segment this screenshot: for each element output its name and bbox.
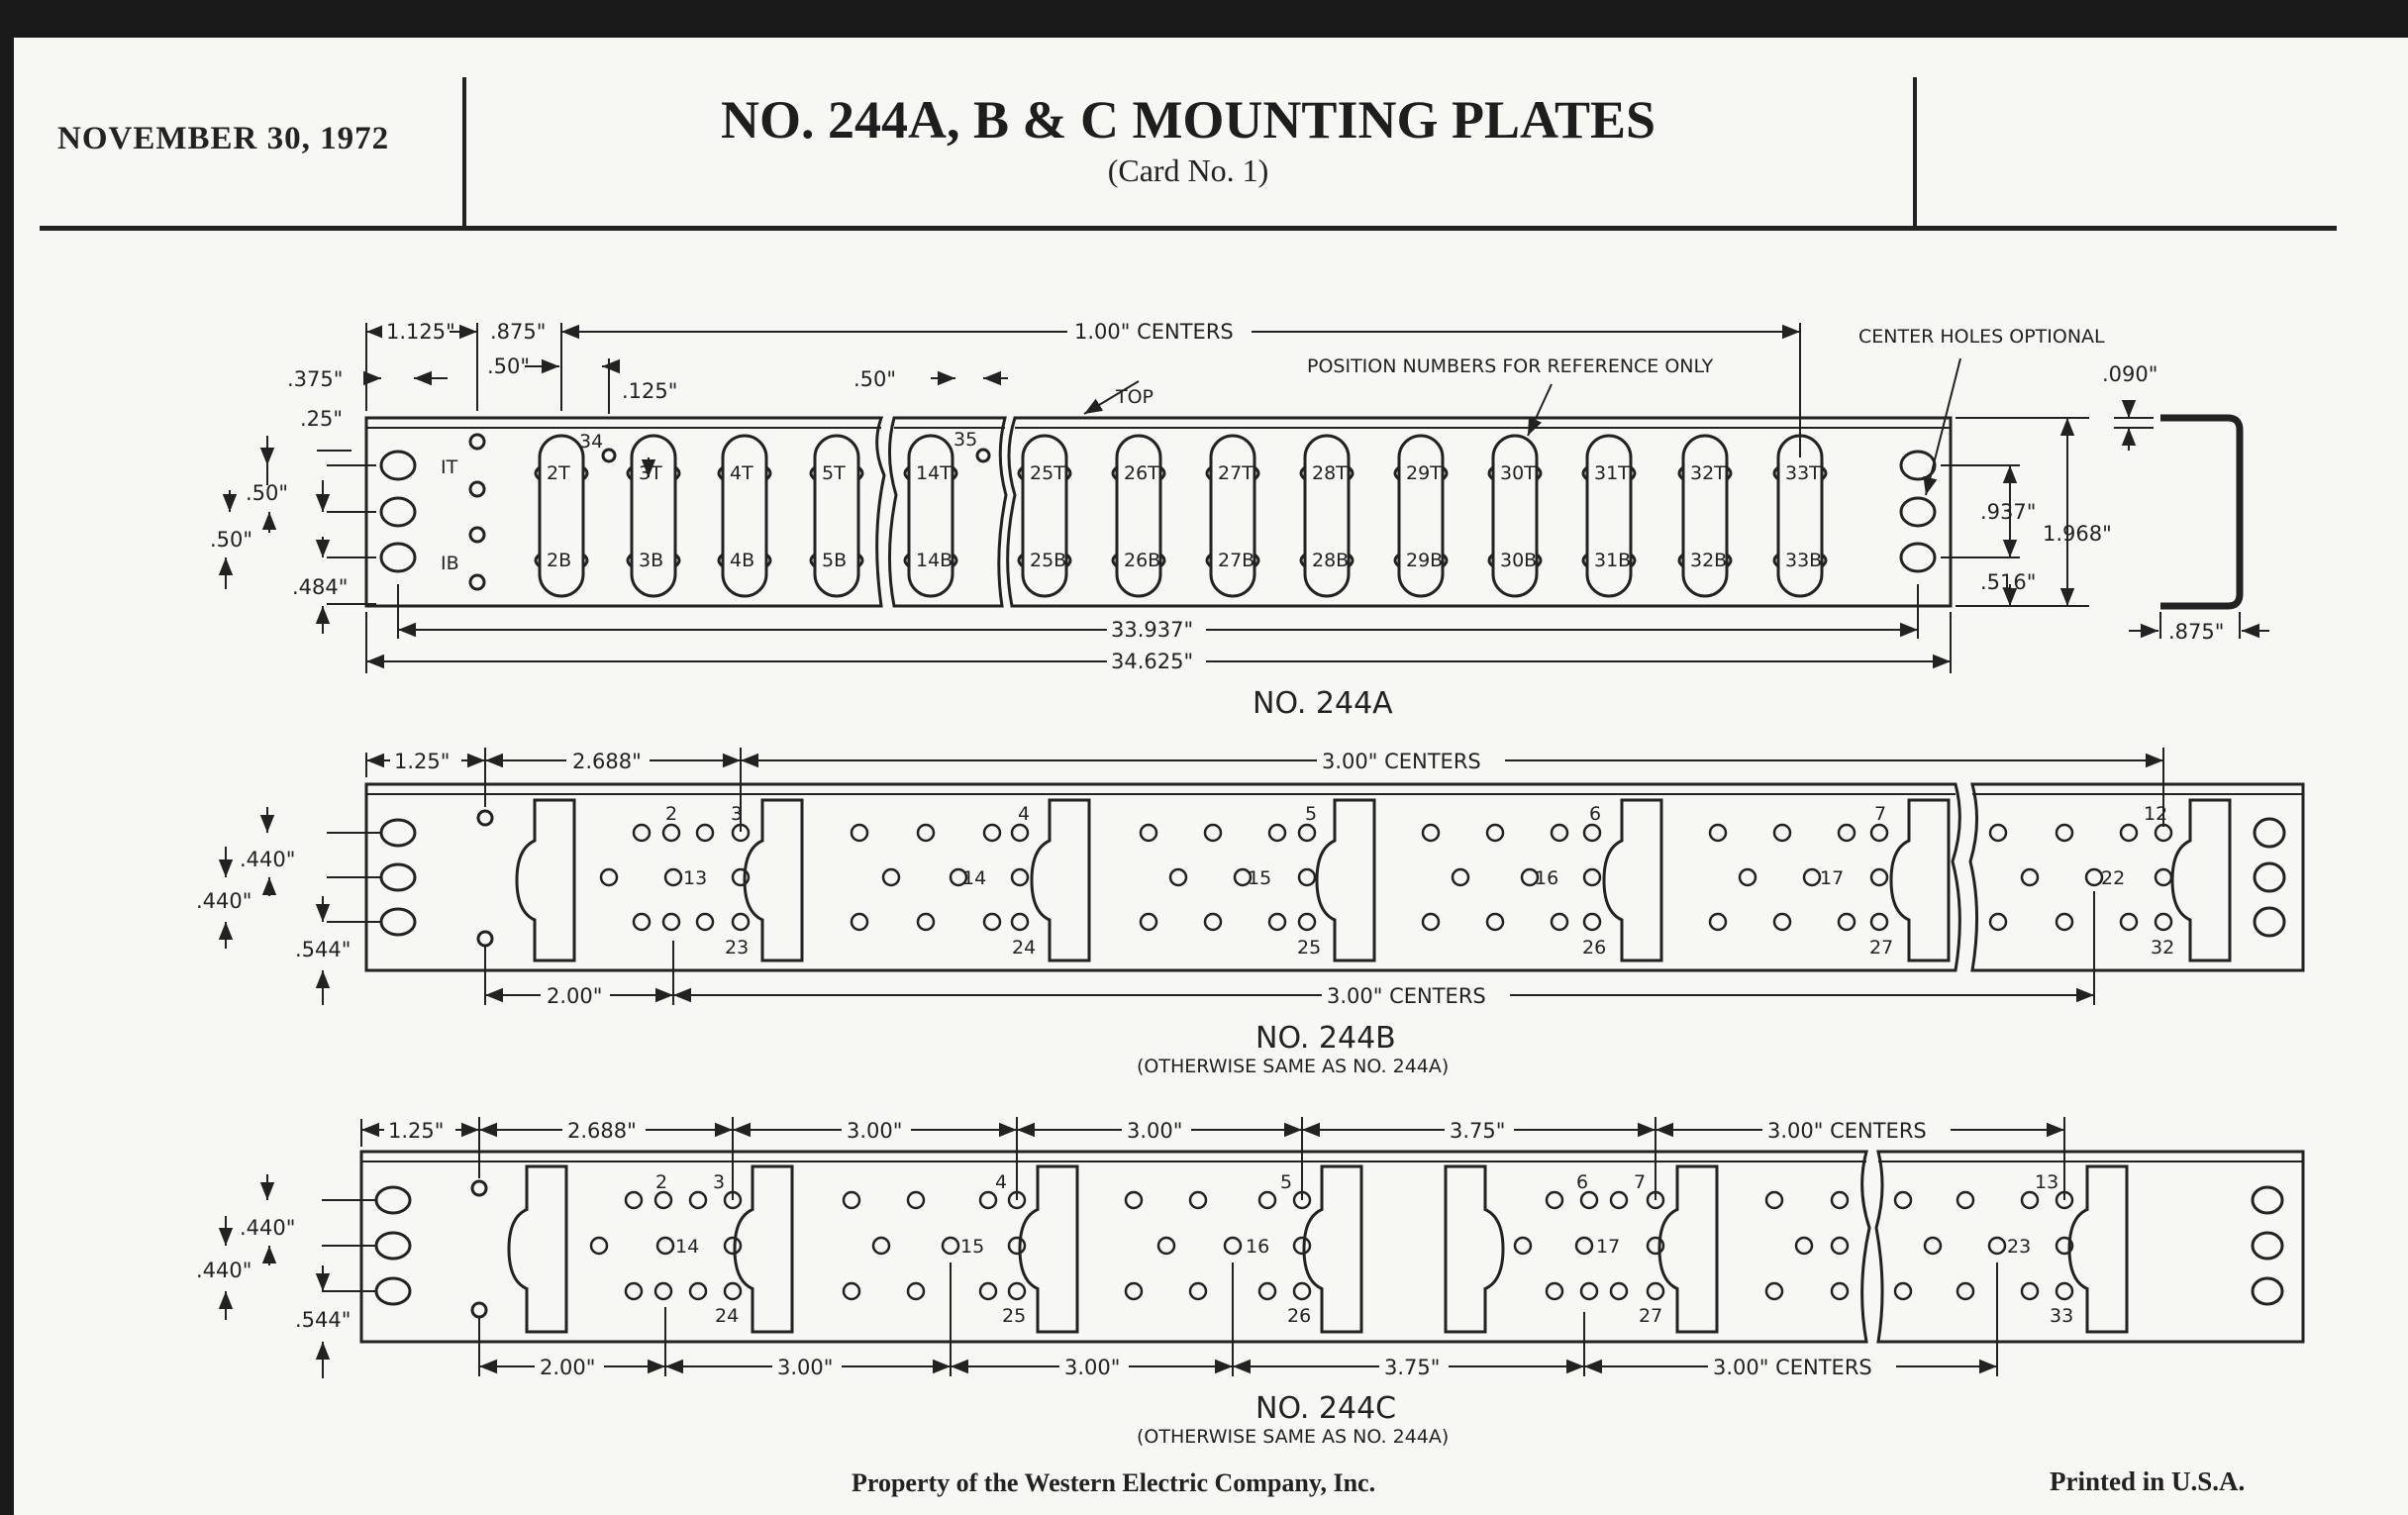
position-number: 7: [1874, 803, 1887, 825]
hole: [1269, 825, 1285, 841]
hole: [1839, 914, 1855, 930]
dim-a-25: .25": [300, 407, 344, 431]
slot-label-top: 28T: [1312, 462, 1348, 484]
slot-label-top: 5T: [822, 462, 846, 484]
dim-c-300d: 3.00": [1064, 1356, 1121, 1379]
dim-c-440b: .440": [196, 1259, 252, 1282]
plate-244a-slot: [1117, 436, 1160, 596]
hole: [918, 914, 934, 930]
slot-label-bottom: 28B: [1312, 550, 1350, 571]
plate-244b-holes: [601, 825, 2171, 930]
hole: [1299, 869, 1315, 885]
position-number: 26: [1582, 937, 1607, 959]
slot-label-bottom: 29B: [1406, 550, 1444, 571]
slot-label-top: 30T: [1500, 462, 1536, 484]
hole: [1584, 869, 1600, 885]
header-subtitle: (Card No. 1): [1107, 152, 1269, 188]
hole: [1190, 1192, 1206, 1208]
position-number: 12: [2144, 803, 2168, 825]
position-number: 24: [715, 1305, 740, 1327]
hole: [1871, 869, 1887, 885]
hole: [1648, 1238, 1663, 1254]
hole: [1126, 1192, 1142, 1208]
dim-b-544: .544": [295, 938, 351, 961]
position-number: 2: [655, 1171, 668, 1193]
dim-c-2688: 2.688": [567, 1119, 637, 1143]
hole: [1989, 1238, 2005, 1254]
plate-244a-slot: [909, 436, 953, 596]
hole: [2086, 869, 2102, 885]
position-number: 27: [1639, 1305, 1663, 1327]
hole: [1648, 1283, 1663, 1299]
hole: [1453, 869, 1468, 885]
tall-slot: [2172, 800, 2230, 960]
hole: [1766, 1192, 1782, 1208]
plate-244a-outline-left: [366, 418, 884, 606]
note-position-numbers: POSITION NUMBERS FOR REFERENCE ONLY: [1307, 355, 1714, 377]
note-center-holes: CENTER HOLES OPTIONAL: [1858, 326, 2105, 348]
hole: [1710, 914, 1726, 930]
plate-244c-name: NO. 244C: [1255, 1391, 1397, 1426]
hole: [1832, 1238, 1848, 1254]
hole: [1581, 1192, 1597, 1208]
dim-c-300b: 3.00": [1127, 1119, 1183, 1143]
hole: [626, 1283, 642, 1299]
hole: [2156, 914, 2171, 930]
slot-label-top: 2T: [547, 462, 570, 484]
slot-label-bottom: 32B: [1690, 550, 1728, 571]
hole: [883, 869, 899, 885]
position-number: 27: [1869, 937, 1894, 959]
hole: [1294, 1283, 1310, 1299]
dim-a-50c: .50": [246, 481, 289, 505]
slot-label-top: 25T: [1030, 462, 1065, 484]
hole: [918, 825, 934, 841]
tall-slot: [2069, 1166, 2127, 1332]
header-title: NO. 244A, B & C MOUNTING PLATES: [720, 90, 1656, 150]
plate-244c-note: (OTHERWISE SAME AS NO. 244A): [1137, 1426, 1450, 1448]
dim-a-1968: 1.968": [2043, 522, 2112, 546]
hole: [1804, 869, 1820, 885]
hole: [1710, 825, 1726, 841]
hole: [984, 825, 1000, 841]
dim-a-34625: 34.625": [1111, 650, 1194, 673]
hole: [1740, 869, 1756, 885]
slot-label-bottom: 31B: [1594, 550, 1632, 571]
position-number: 13: [683, 867, 708, 889]
hole: [2121, 914, 2137, 930]
hole: [1611, 1283, 1627, 1299]
dim-a-090: .090": [2102, 362, 2158, 386]
header-date: NOVEMBER 30, 1972: [57, 121, 390, 156]
slot-label-top: 14T: [916, 462, 952, 484]
plate-244c-holes: [591, 1192, 2072, 1299]
hole: [733, 914, 749, 930]
hole: [1774, 914, 1790, 930]
slot-label-bottom: 27B: [1218, 550, 1255, 571]
position-number: 3: [731, 803, 744, 825]
slot-label-bottom: 25B: [1030, 550, 1067, 571]
slot-label-top: 3T: [639, 462, 662, 484]
position-number: 25: [1002, 1305, 1027, 1327]
dim-b-centers-top: 3.00" CENTERS: [1322, 750, 1481, 773]
hole: [1205, 825, 1221, 841]
hole: [1796, 1238, 1812, 1254]
hole: [1581, 1283, 1597, 1299]
hole: [1487, 825, 1503, 841]
hole: [1611, 1192, 1627, 1208]
footer-property: Property of the Western Electric Company, Inc.: [852, 1468, 1376, 1497]
dim-a-33937: 33.937": [1111, 618, 1194, 642]
position-number: 13: [2035, 1171, 2059, 1193]
label-34: 34: [579, 431, 604, 453]
hole: [1012, 914, 1028, 930]
position-number: 5: [1280, 1171, 1293, 1193]
hole: [1012, 869, 1028, 885]
dim-b-2688: 2.688": [572, 750, 642, 773]
hole: [1012, 825, 1028, 841]
plate-244a-slots: [536, 436, 1826, 596]
position-number: 23: [2007, 1236, 2032, 1258]
dim-a-516: .516": [1980, 570, 2037, 594]
tall-slot: [517, 800, 574, 960]
hole: [2057, 825, 2072, 841]
hole: [1141, 914, 1156, 930]
hole: [1839, 825, 1855, 841]
position-number: 17: [1596, 1236, 1621, 1258]
slot-label-bottom: 5B: [822, 550, 848, 571]
label-1b: IB: [441, 553, 459, 574]
hole: [2156, 825, 2171, 841]
hole: [1423, 914, 1439, 930]
hole: [697, 914, 713, 930]
position-number: 7: [1634, 1171, 1647, 1193]
hole: [2121, 825, 2137, 841]
tall-slot: [735, 1166, 792, 1332]
hole: [1584, 914, 1600, 930]
hole: [1299, 914, 1315, 930]
hole: [725, 1283, 741, 1299]
hole: [657, 1238, 673, 1254]
hole: [1009, 1283, 1025, 1299]
hole: [1584, 825, 1600, 841]
plate-244a-slot: [1399, 436, 1443, 596]
hole: [908, 1192, 924, 1208]
dim-b-125: 1.25": [394, 750, 451, 773]
slot-label-top: 27T: [1218, 462, 1254, 484]
tall-slot: [1446, 1166, 1503, 1332]
dim-c-centers-bot: 3.00" CENTERS: [1713, 1356, 1872, 1379]
slot-label-top: 4T: [730, 462, 753, 484]
dim-c-300a: 3.00": [847, 1119, 903, 1143]
slot-label-top: 31T: [1594, 462, 1630, 484]
position-number: 25: [1297, 937, 1322, 959]
position-number: 16: [1246, 1236, 1270, 1258]
plate-244a-slot: [1023, 436, 1066, 596]
hole: [1547, 1283, 1562, 1299]
hole: [655, 1283, 671, 1299]
hole: [690, 1283, 706, 1299]
hole: [2057, 1283, 2072, 1299]
hole: [1925, 1238, 1941, 1254]
hole: [1576, 1238, 1592, 1254]
tall-slot: [1659, 1166, 1717, 1332]
dim-b-440b: .440": [196, 889, 252, 913]
hole: [1269, 914, 1285, 930]
hole: [591, 1238, 607, 1254]
tall-slot: [1891, 800, 1949, 960]
tall-slot: [1032, 800, 1089, 960]
dim-b-440a: .440": [240, 848, 296, 871]
position-number: 14: [675, 1236, 700, 1258]
plate-244c-slots: [509, 1166, 2127, 1332]
slot-label-top: 33T: [1785, 462, 1821, 484]
dim-b-centers-bot: 3.00" CENTERS: [1327, 984, 1486, 1008]
position-number: 6: [1576, 1171, 1589, 1193]
tall-slot: [1020, 1166, 1077, 1332]
position-number: 2: [665, 803, 678, 825]
dim-a-centers: 1.00" CENTERS: [1074, 320, 1234, 344]
slot-label-bottom: 4B: [730, 550, 755, 571]
hole: [984, 914, 1000, 930]
footer-printed: Printed in U.S.A.: [2050, 1466, 2246, 1496]
plate-244a-channel-view: [2160, 418, 2240, 606]
hole: [980, 1283, 996, 1299]
hole: [1895, 1192, 1911, 1208]
dim-a-875: .875": [490, 320, 547, 344]
hole: [601, 869, 617, 885]
hole: [1774, 825, 1790, 841]
hole: [1190, 1283, 1206, 1299]
dim-a-50d: .50": [210, 528, 253, 552]
hole: [634, 914, 650, 930]
tall-slot: [1604, 800, 1661, 960]
hole: [943, 1238, 958, 1254]
position-number: 3: [713, 1171, 726, 1193]
dim-b-200: 2.00": [547, 984, 603, 1008]
hole: [2156, 869, 2171, 885]
plate-244a-slot: [1683, 436, 1727, 596]
position-number: 32: [2151, 937, 2175, 959]
plate-244a-slot: [1211, 436, 1254, 596]
slot-label-top: 29T: [1406, 462, 1442, 484]
plate-244a-slot: [540, 436, 583, 596]
tall-slot: [509, 1166, 566, 1332]
hole: [852, 914, 867, 930]
position-number: 5: [1305, 803, 1318, 825]
dim-c-centers-top: 3.00" CENTERS: [1767, 1119, 1927, 1143]
hole: [1766, 1283, 1782, 1299]
plate-244a-slot: [1493, 436, 1537, 596]
position-number: 15: [960, 1236, 985, 1258]
slot-label-bottom: 26B: [1124, 550, 1161, 571]
plate-244a-slot: [1587, 436, 1631, 596]
tall-slot: [1304, 1166, 1361, 1332]
slot-label-bottom: 33B: [1785, 550, 1823, 571]
hole: [1299, 825, 1315, 841]
hole: [980, 1192, 996, 1208]
dim-a-50a: .50": [487, 354, 531, 378]
hole: [626, 1192, 642, 1208]
dim-a-375: .375": [287, 367, 344, 391]
hole: [1009, 1238, 1025, 1254]
slot-label-top: 26T: [1124, 462, 1159, 484]
hole: [655, 1192, 671, 1208]
tall-slot: [1317, 800, 1374, 960]
hole: [1225, 1238, 1241, 1254]
plate-244a-slot: [723, 436, 766, 596]
position-number: 33: [2050, 1305, 2074, 1327]
hole: [2022, 1283, 2038, 1299]
position-number: 6: [1589, 803, 1602, 825]
hole: [663, 914, 679, 930]
hole: [873, 1238, 889, 1254]
plate-244a-name: NO. 244A: [1253, 686, 1393, 721]
plate-244b-outline-left: [366, 784, 1959, 970]
label-35: 35: [953, 429, 978, 451]
hole: [1126, 1283, 1142, 1299]
dim-c-375b: 3.75": [1384, 1356, 1441, 1379]
plate-244b-name: NO. 244B: [1255, 1021, 1396, 1056]
position-number: 14: [962, 867, 987, 889]
position-number: 4: [995, 1171, 1008, 1193]
position-number: 17: [1820, 867, 1845, 889]
hole: [844, 1192, 859, 1208]
slot-label-bottom: 2B: [547, 550, 572, 571]
slot-label-top: 32T: [1690, 462, 1726, 484]
position-number: 4: [1018, 803, 1031, 825]
dim-a-50b: .50": [853, 367, 897, 391]
plate-244a-outline-right: [1008, 418, 1951, 606]
position-number: 23: [725, 937, 750, 959]
dim-c-440a: .440": [240, 1216, 296, 1240]
hole: [852, 825, 867, 841]
slot-label-bottom: 14B: [916, 550, 953, 571]
dim-a-125: .125": [622, 379, 678, 403]
plate-244a-slot: [1305, 436, 1349, 596]
hole: [1990, 914, 2006, 930]
hole: [665, 869, 681, 885]
hole: [2022, 869, 2038, 885]
hole: [844, 1283, 859, 1299]
dim-c-375: 3.75": [1450, 1119, 1506, 1143]
dim-c-200: 2.00": [540, 1356, 596, 1379]
hole: [1832, 1192, 1848, 1208]
note-top: TOP: [1116, 386, 1154, 408]
hole: [690, 1192, 706, 1208]
hole: [1170, 869, 1186, 885]
hole: [1957, 1192, 1973, 1208]
hole: [1158, 1238, 1174, 1254]
plate-244a-slot: [815, 436, 858, 596]
hole: [1205, 914, 1221, 930]
hole: [2057, 914, 2072, 930]
hole: [1487, 914, 1503, 930]
dim-a-875-side: .875": [2168, 620, 2225, 644]
position-number: 24: [1012, 937, 1037, 959]
hole: [1547, 1192, 1562, 1208]
dim-c-125: 1.25": [388, 1119, 445, 1143]
tall-slot: [745, 800, 802, 960]
dim-a-1125: 1.125": [386, 320, 455, 344]
hole: [1552, 825, 1567, 841]
slot-label-bottom: 3B: [639, 550, 664, 571]
hole: [634, 825, 650, 841]
hole: [697, 825, 713, 841]
position-number: 22: [2101, 867, 2126, 889]
position-number: 16: [1535, 867, 1559, 889]
hole: [1294, 1238, 1310, 1254]
hole: [1871, 825, 1887, 841]
position-number: 26: [1287, 1305, 1312, 1327]
plate-244a-slot: [632, 436, 675, 596]
hole: [1515, 1238, 1531, 1254]
hole: [1990, 825, 2006, 841]
plate-244b-note: (OTHERWISE SAME AS NO. 244A): [1137, 1056, 1450, 1077]
hole: [1871, 914, 1887, 930]
hole: [1832, 1283, 1848, 1299]
dim-a-937: .937": [1980, 500, 2037, 524]
hole: [1141, 825, 1156, 841]
hole: [1259, 1283, 1275, 1299]
position-number: 15: [1248, 867, 1272, 889]
dim-c-300c: 3.00": [777, 1356, 834, 1379]
hole: [1423, 825, 1439, 841]
hole: [733, 869, 749, 885]
label-1t: IT: [441, 456, 458, 478]
hole: [663, 825, 679, 841]
hole: [1895, 1283, 1911, 1299]
slot-label-bottom: 30B: [1500, 550, 1538, 571]
dim-c-544: .544": [295, 1308, 351, 1332]
hole: [1552, 914, 1567, 930]
hole: [1259, 1192, 1275, 1208]
hole: [908, 1283, 924, 1299]
hole: [2022, 1192, 2038, 1208]
hole: [1957, 1283, 1973, 1299]
dim-a-484: .484": [292, 575, 349, 599]
hole: [725, 1238, 741, 1254]
plate-244a-slot: [1778, 436, 1822, 596]
